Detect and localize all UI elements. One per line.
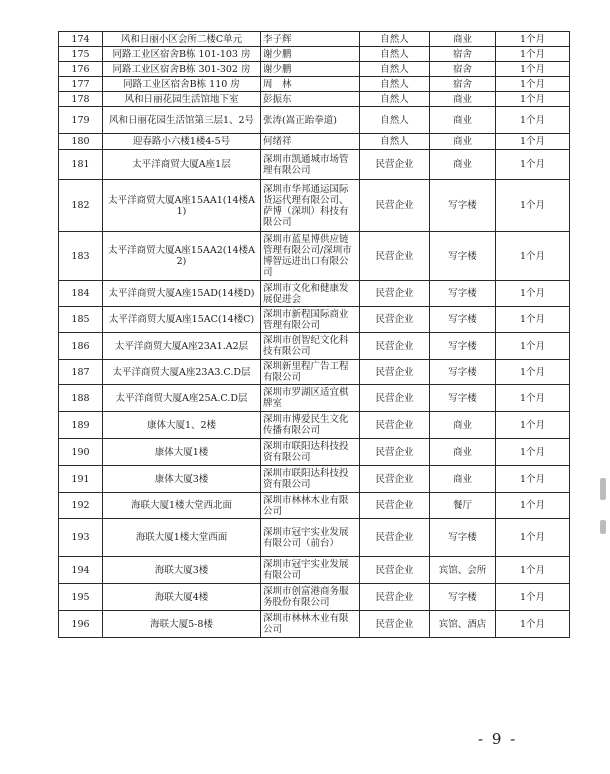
row-tenant-type: 民营企业 [360, 519, 430, 557]
table-row [59, 519, 570, 557]
row-usage: 商业 [430, 466, 496, 493]
row-address: 太平洋商贸大厦A座23A3.C.D层 [103, 360, 261, 385]
row-tenant-name: 张涛(嵩正跆拳道) [261, 107, 360, 134]
row-tenant-name: 深圳市蓝星博供应链管理有限公司/深圳市博智远进出口有限公司 [261, 232, 360, 281]
row-period: 1个月 [496, 466, 570, 493]
table-row [59, 134, 570, 150]
row-period: 1个月 [496, 493, 570, 519]
row-usage: 写字楼 [430, 385, 496, 412]
row-address: 风和日丽花园生活馆地下室 [103, 92, 261, 107]
row-number: 184 [59, 281, 103, 307]
row-tenant-type: 民营企业 [360, 493, 430, 519]
row-address: 风和日丽花园生活馆第三层1、2号 [103, 107, 261, 134]
row-tenant-name: 何绪祥 [261, 134, 360, 150]
row-tenant-name: 深圳市新程国际商业管理有限公司 [261, 307, 360, 333]
row-number: 177 [59, 77, 103, 92]
row-period: 1个月 [496, 47, 570, 62]
table-row [59, 466, 570, 493]
row-tenant-type: 民营企业 [360, 611, 430, 638]
row-number: 186 [59, 333, 103, 360]
table-row [59, 77, 570, 92]
row-number: 188 [59, 385, 103, 412]
row-address: 同路工业区宿舍B栋 101-103 房 [103, 47, 261, 62]
row-tenant-type: 民营企业 [360, 584, 430, 611]
row-usage: 宿舍 [430, 62, 496, 77]
row-number: 176 [59, 62, 103, 77]
table-row [59, 307, 570, 333]
table-row [59, 281, 570, 307]
row-period: 1个月 [496, 92, 570, 107]
row-tenant-type: 自然人 [360, 134, 430, 150]
row-period: 1个月 [496, 232, 570, 281]
row-tenant-name: 深圳新里程广告工程有限公司 [261, 360, 360, 385]
row-tenant-name: 深圳市联阳达科技投资有限公司 [261, 466, 360, 493]
scan-edge-mark [600, 478, 606, 500]
row-usage: 写字楼 [430, 281, 496, 307]
row-tenant-type: 自然人 [360, 92, 430, 107]
row-period: 1个月 [496, 385, 570, 412]
row-tenant-type: 民营企业 [360, 412, 430, 439]
row-number: 190 [59, 439, 103, 466]
row-number: 175 [59, 47, 103, 62]
row-address: 同路工业区宿舍B栋 110 房 [103, 77, 261, 92]
row-tenant-name: 李子辉 [261, 32, 360, 47]
row-tenant-name: 深圳市冠宇实业发展有限公司 [261, 557, 360, 584]
table-row [59, 62, 570, 77]
row-address: 太平洋商贸大厦A座15AA2(14楼A2) [103, 232, 261, 281]
table-row [59, 92, 570, 107]
row-usage: 商业 [430, 107, 496, 134]
row-usage: 餐厅 [430, 493, 496, 519]
row-period: 1个月 [496, 107, 570, 134]
row-usage: 写字楼 [430, 584, 496, 611]
row-period: 1个月 [496, 412, 570, 439]
row-tenant-type: 民营企业 [360, 360, 430, 385]
row-usage: 写字楼 [430, 180, 496, 232]
row-number: 179 [59, 107, 103, 134]
row-tenant-name: 深圳市博爱民生文化传播有限公司 [261, 412, 360, 439]
table-row [59, 493, 570, 519]
row-tenant-type: 民营企业 [360, 232, 430, 281]
row-tenant-name: 深圳市华邦通运国际货运代理有限公司、萨博（深圳）科技有限公司 [261, 180, 360, 232]
row-tenant-name: 深圳市林林木业有限公司 [261, 493, 360, 519]
row-tenant-name: 谢少鹏 [261, 62, 360, 77]
row-number: 193 [59, 519, 103, 557]
row-period: 1个月 [496, 439, 570, 466]
row-period: 1个月 [496, 584, 570, 611]
table-row [59, 150, 570, 180]
table-body [59, 32, 570, 638]
row-tenant-type: 民营企业 [360, 333, 430, 360]
row-number: 187 [59, 360, 103, 385]
table-row [59, 333, 570, 360]
row-number: 196 [59, 611, 103, 638]
row-number: 185 [59, 307, 103, 333]
row-tenant-type: 自然人 [360, 77, 430, 92]
row-usage: 商业 [430, 412, 496, 439]
row-period: 1个月 [496, 134, 570, 150]
row-address: 太平洋商贸大厦A座23A1.A2层 [103, 333, 261, 360]
row-usage: 商业 [430, 32, 496, 47]
row-address: 同路工业区宿舍B栋 301-302 房 [103, 62, 261, 77]
table-row [59, 47, 570, 62]
row-tenant-name: 深圳市罗湖区适宜棋牌室 [261, 385, 360, 412]
row-address: 太平洋商贸大厦A座15AD(14楼D) [103, 281, 261, 307]
row-number: 181 [59, 150, 103, 180]
row-number: 191 [59, 466, 103, 493]
row-period: 1个月 [496, 77, 570, 92]
row-period: 1个月 [496, 611, 570, 638]
row-tenant-type: 自然人 [360, 107, 430, 134]
row-usage: 宿舍 [430, 47, 496, 62]
table-row [59, 32, 570, 47]
row-tenant-name: 深圳市联阳达科技投资有限公司 [261, 439, 360, 466]
row-number: 178 [59, 92, 103, 107]
row-period: 1个月 [496, 62, 570, 77]
row-address: 康体大厦1楼 [103, 439, 261, 466]
row-tenant-name: 深圳市冠宇实业发展有限公司（前台） [261, 519, 360, 557]
row-tenant-type: 民营企业 [360, 385, 430, 412]
row-address: 太平洋商贸大厦A座25A.C.D层 [103, 385, 261, 412]
row-tenant-type: 民营企业 [360, 281, 430, 307]
lease-table [58, 31, 570, 638]
row-address: 太平洋商贸大厦A座15AC(14楼C) [103, 307, 261, 333]
row-tenant-type: 民营企业 [360, 180, 430, 232]
row-tenant-type: 民营企业 [360, 466, 430, 493]
row-number: 192 [59, 493, 103, 519]
row-number: 189 [59, 412, 103, 439]
row-address: 太平洋商贸大厦A座1层 [103, 150, 261, 180]
row-tenant-type: 自然人 [360, 32, 430, 47]
row-address: 风和日丽小区会所二楼C单元 [103, 32, 261, 47]
row-address: 海联大厦1楼大堂西北面 [103, 493, 261, 519]
row-number: 174 [59, 32, 103, 47]
table-row [59, 412, 570, 439]
row-tenant-name: 周 林 [261, 77, 360, 92]
row-tenant-type: 民营企业 [360, 439, 430, 466]
row-address: 康体大厦1、2楼 [103, 412, 261, 439]
table-row [59, 360, 570, 385]
row-usage: 写字楼 [430, 333, 496, 360]
table-row [59, 557, 570, 584]
row-period: 1个月 [496, 333, 570, 360]
row-address: 太平洋商贸大厦A座15AA1(14楼A1) [103, 180, 261, 232]
table-row [59, 180, 570, 232]
row-address: 海联大厦5-8楼 [103, 611, 261, 638]
row-tenant-name: 深圳市林林木业有限公司 [261, 611, 360, 638]
row-period: 1个月 [496, 307, 570, 333]
row-period: 1个月 [496, 519, 570, 557]
row-number: 180 [59, 134, 103, 150]
row-usage: 写字楼 [430, 232, 496, 281]
row-period: 1个月 [496, 281, 570, 307]
table-row [59, 107, 570, 134]
row-number: 194 [59, 557, 103, 584]
row-address: 康体大厦3楼 [103, 466, 261, 493]
page-number: - 9 - [478, 730, 518, 748]
row-usage: 写字楼 [430, 519, 496, 557]
row-address: 迎春路小六楼1楼4-5号 [103, 134, 261, 150]
table-row [59, 232, 570, 281]
row-tenant-type: 民营企业 [360, 557, 430, 584]
row-period: 1个月 [496, 180, 570, 232]
row-address: 海联大厦3楼 [103, 557, 261, 584]
row-usage: 商业 [430, 439, 496, 466]
row-tenant-type: 民营企业 [360, 150, 430, 180]
row-tenant-name: 谢少鹏 [261, 47, 360, 62]
row-usage: 宾馆、会所 [430, 557, 496, 584]
row-tenant-name: 深圳市文化和健康发展促进会 [261, 281, 360, 307]
row-number: 183 [59, 232, 103, 281]
row-period: 1个月 [496, 557, 570, 584]
row-number: 182 [59, 180, 103, 232]
row-usage: 商业 [430, 92, 496, 107]
row-usage: 写字楼 [430, 360, 496, 385]
row-usage: 宾馆、酒店 [430, 611, 496, 638]
row-period: 1个月 [496, 150, 570, 180]
row-period: 1个月 [496, 32, 570, 47]
table-row [59, 439, 570, 466]
row-tenant-type: 自然人 [360, 62, 430, 77]
row-number: 195 [59, 584, 103, 611]
table-row [59, 611, 570, 638]
row-tenant-name: 深圳市凯通城市场管理有限公司 [261, 150, 360, 180]
row-tenant-name: 彭振东 [261, 92, 360, 107]
row-period: 1个月 [496, 360, 570, 385]
row-address: 海联大厦4楼 [103, 584, 261, 611]
row-usage: 写字楼 [430, 307, 496, 333]
row-tenant-name: 深圳市创富港商务服务股份有限公司 [261, 584, 360, 611]
row-usage: 商业 [430, 134, 496, 150]
row-tenant-type: 民营企业 [360, 307, 430, 333]
scan-edge-mark [600, 520, 606, 534]
row-tenant-name: 深圳市创智纪文化科技有限公司 [261, 333, 360, 360]
row-usage: 宿舍 [430, 77, 496, 92]
table-row [59, 385, 570, 412]
row-address: 海联大厦1楼大堂西面 [103, 519, 261, 557]
row-usage: 商业 [430, 150, 496, 180]
table-row [59, 584, 570, 611]
row-tenant-type: 自然人 [360, 47, 430, 62]
